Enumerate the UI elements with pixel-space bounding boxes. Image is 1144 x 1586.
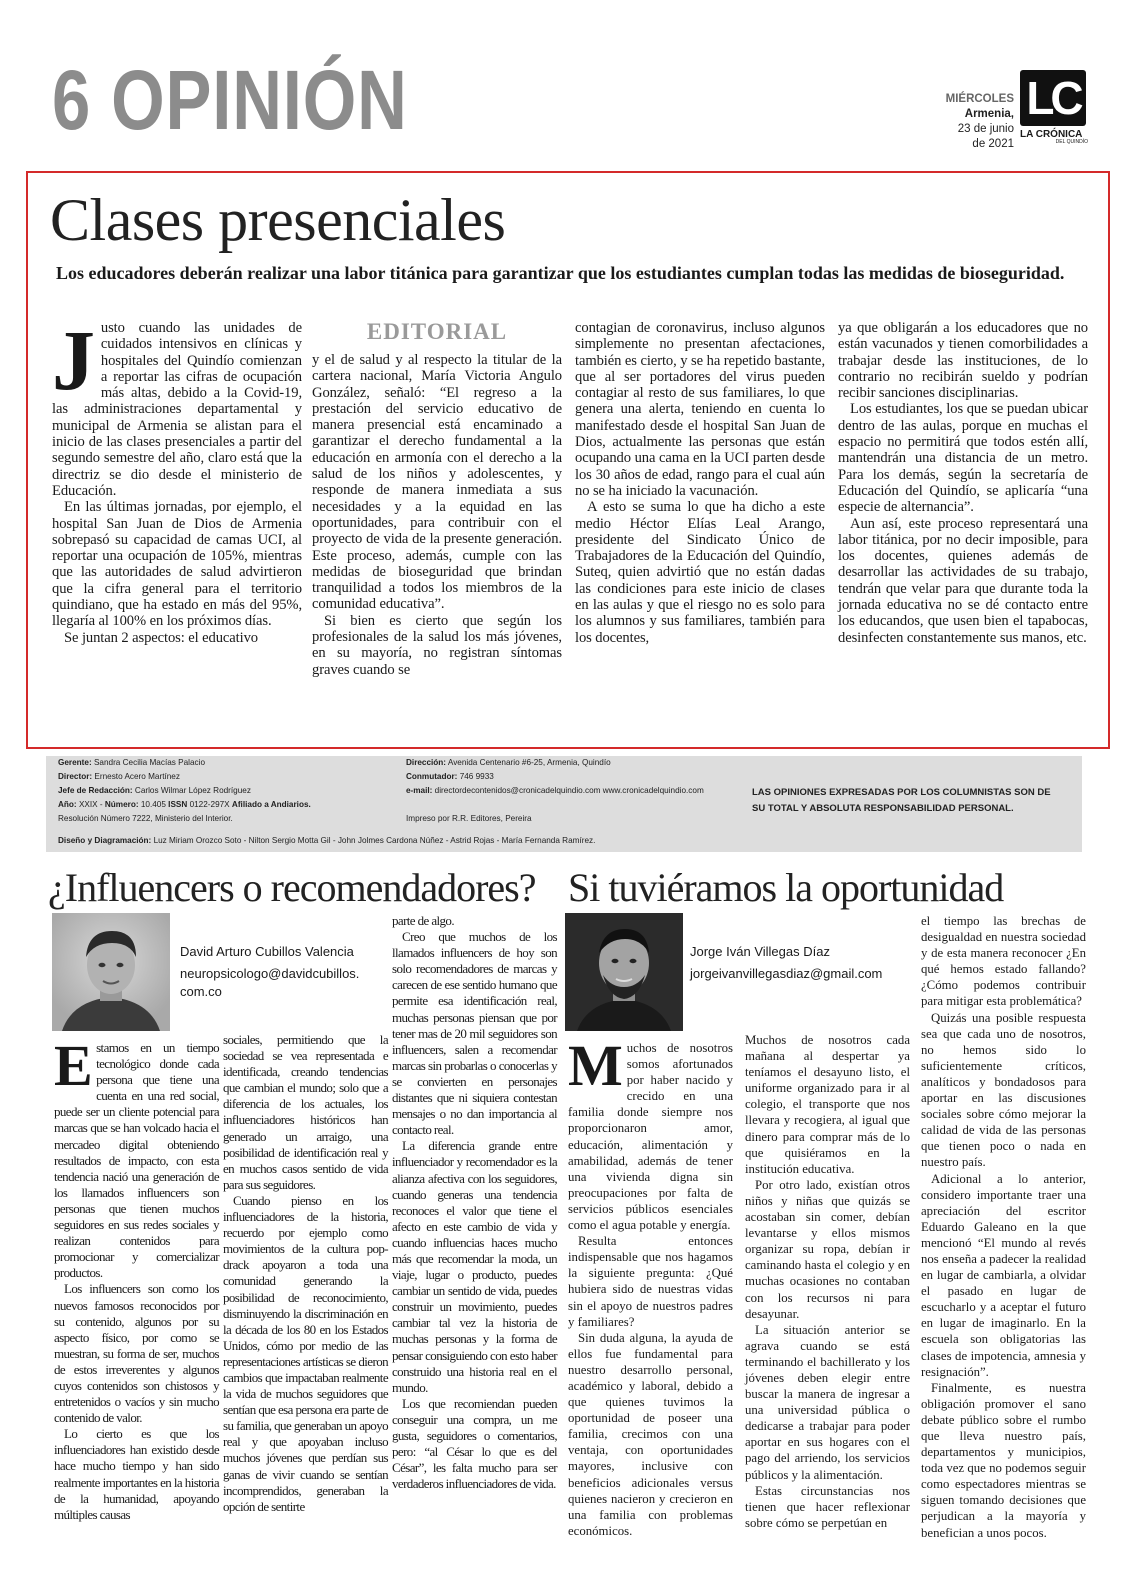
opinion-paragraph: La diferencia grande entre influenciador y recomendador es la alianza afectiva con los seguidores, cuando generas una tendencia reconoces el valor que tiene el afecto en este cambio de vida y cuando influencias haces mucho más que recomendar la moda, un viaje, lugar o producto, puedes cambiar un sentido de vida, puedes construir un movimiento, puedes cambiar tal vez la historia de muchas personas y la forma de pensar consiguiendo con esto haber construido una historia real en el mundo. <box>392 1138 557 1395</box>
gerente-name: Sandra Cecilia Macías Palacio <box>93 758 205 767</box>
issn-value: 0122-297X <box>189 800 230 809</box>
editorial-paragraph: Si bien es cierto que según los profesionales de la salud los más jóvenes, en su mayoría, no registran síntomas graves cuando se <box>312 612 562 678</box>
author-1-email-line-2[interactable]: com.co <box>180 984 222 999</box>
author-1-name: David Arturo Cubillos Valencia <box>180 944 354 959</box>
opinion-2-column-2 <box>745 1032 910 1530</box>
logo-subtitle: DEL QUINDÍO <box>1055 139 1088 145</box>
director-name: Ernesto Acero Martínez <box>94 772 180 781</box>
section-title: 6 OPINIÓN <box>52 53 408 147</box>
author-2-avatar <box>565 913 683 1031</box>
disclaimer-notice <box>752 785 1051 817</box>
opinion-paragraph: sociales, permitiendo que la sociedad se vea representada e identificada, creando tendencias que cambian el mundo; solo que a diferencia de los actuales, los influenciadores históricos han generado un arraigo, una posibilidad de identificación real y en muchos casos sentido de vida para sus seguidores. <box>223 1032 388 1192</box>
editorial-paragraph: y el de salud y al respecto la titular de la cartera nacional, María Victoria Angulo González, señaló: “El regreso a la prestación del servicio educativo de manera presencial está encaminado a garantizar el derecho fundamental a la educación en armonía con el derecho a la salud de los niños y adolescentes, y responde de manera inmediata a sus necesidades y a la equidad en las oportunidades, para contribuir con el proyecto de vida de la presente generación. Este proceso, además, cumple con las medidas de bioseguridad que brindan tranquilidad a todos los miembros de la comunidad educativa”. <box>312 352 562 613</box>
opinion-paragraph: La situación anterior se agrava cuando se está terminando el bachillerato y los jóvenes deben elegir entre buscar la manera de ingresar a una universidad pública o dedicarse a trabajar para poder aportar en sus hogares con el pago del arriendo, los servicios públicos y la alimentación. <box>745 1322 910 1482</box>
opinion-1-column-3 <box>392 913 557 1500</box>
afiliado-text: Afiliado a Andiarios. <box>231 800 311 809</box>
direccion-value: Avenida Centenario #6-25, Armenia, Quindío <box>447 758 611 767</box>
opinion-paragraph: Creo que muchos de los llamados influencers de hoy son solo recomendadores de marcas y carecen de ese sentido humano que permite esa identificación real, muchas personas piensan que por tener mas de 20 mil seguidores son influencers, salen a recomendar marcas sin probarlas o conocerlas y se convierten en personajes distantes que ni siquiera contestan mensajes o no dan importancia al contacto real. <box>392 929 557 1138</box>
conmutador-label: Conmutador: <box>406 772 458 781</box>
author-2-email[interactable]: jorgeivanvillegasdiaz@gmail.com <box>690 966 883 981</box>
opinion-paragraph: Cuando pienso en los influenciadores de la historia, recuerdo por ejemplo como movimientos de la cultura pop-drack apoyaron a toda una comunidad generando la posibilidad de reconocimiento, disminuyendo la discriminación en la década de los 80 en los Estados Unidos, cómo por medio de las representaciones artísticas se dieron cambios que impactaban realmente la vida de muchos seguidores que sentían que esa persona era parte de su familia, que generaban un apoyo real y que apoyaban incluso muchos jóvenes que perdían sus ganas de vivir cuando se sentían incomprendidos, generaban la opción de sentirte <box>223 1192 388 1514</box>
email-label: e-mail: <box>406 786 433 795</box>
impreso-text: Impreso por R.R. Editores, Pereira <box>406 814 532 823</box>
opinion-paragraph: Sin duda alguna, la ayuda de ellos fue fundamental para nuestro desarrollo personal, académico y laboral, debido a que quienes tuvimos la oportunidad de poseer una familia, crecimos con una ventaja, con oportunidades mayores, inclusive con beneficios adicionales versus quienes nacieron y crecieron en una familia con problemas económicos. <box>568 1330 733 1538</box>
editorial-paragraph: usto cuando las unidades de cuidados intensivos en clínicas y hospitales del Quindío comienzan a reportar las cifras de ocupación más altas, debido a la Covid-19, las administraciones departamental y municipal de Armenia se alistan para el inicio de las clases presenciales a partir del segundo semestre del año, claro está que la directriz se dio desde el ministerio de Educación. <box>52 320 302 499</box>
author-2-name: Jorge Iván Villegas Díaz <box>690 944 830 959</box>
masthead-staff <box>58 756 311 826</box>
anio-value: XXIX - <box>78 800 103 809</box>
date-line-2: de 2021 <box>972 138 1014 150</box>
jefe-name: Carlos Wilmar López Rodríguez <box>134 786 251 795</box>
editorial-subhead: Los educadores deberán realizar una labor titánica para garantizar que los estudiantes cumplan todas las medidas de bioseguridad. <box>56 263 1065 283</box>
editorial-paragraph: A esto se suma lo que ha dicho a este medio Héctor Elías Leal Arango, presidente del Sindicato Único de Trabajadores de la Educación del Quindío, Suteq, quien advirtió que no están dadas las condiciones para este inicio de clases en las aulas y que el riesgo no es solo para los alumnos y sus familiares, también para los docentes, <box>575 499 825 646</box>
editorial-headline: Clases presenciales <box>50 187 506 253</box>
opinion-paragraph: uchos de nosotros somos afortunados por haber nacido y crecido en una familia donde siempre nos proporcionaron amor, educación, alimentación y amabilidad, además de tener una vivienda digna sin preocupaciones por falta de servicios públicos esenciales como el agua potable y energía. <box>568 1041 733 1233</box>
opinion-paragraph: Resulta entonces indispensable que nos hagamos la siguiente pregunta: ¿Qué hubiera sido de nuestras vidas sin el apoyo de nuestros padres y familiares? <box>568 1234 733 1329</box>
opinion-paragraph: el tiempo las brechas de desigualdad en nuestra sociedad y de esta manera reconocer ¿En qué hemos estado fallando? ¿Cómo podemos contribuir para mitigar esta problemática? <box>921 914 1086 1009</box>
opinion-2-column-3 <box>921 913 1086 1540</box>
disclaimer-line-2: SU TOTAL Y ABSOLUTA RESPONSABILIDAD PERSONAL. <box>752 803 1014 814</box>
numero-value: 10.405 <box>140 800 166 809</box>
opinion-paragraph: Adicional a lo anterior, considero importante traer una apreciación del escritor Eduardo Galeano en la que mencionó “El mundo al revés nos enseña a padecer la realidad en lugar de cambiarla, a olvidar el pasado en lugar de escucharlo y a aceptar el futuro en lugar de imaginarlo. En la escuela son obligatorias las clases de impotencia, amnesia y resignación”. <box>921 1171 1086 1379</box>
credits-value: Luz Miriam Orozco Soto - Nilton Sergio Motta Gil - John Jolmes Cardona Núñez - Astrid Rojas - María Fernanda Ramírez. <box>153 836 596 845</box>
disclaimer-line-1: LAS OPINIONES EXPRESADAS POR LOS COLUMNISTAS SON DE <box>752 787 1051 798</box>
opinion-paragraph: Los que recomiendan pueden conseguir una compra, un me gusta, seguidores o comentarios, pero: “al César lo que es del César”, les falta mucho para ser verdaderos influenciadores de vida. <box>392 1395 557 1492</box>
opinion-paragraph: Quizás una posible respuesta sea que cada uno de nosotros, no hemos sido lo suficientemente críticos, analíticos y bondadosos para aportar en las discusiones sociales sobre cómo mejorar la calidad de vida de las personas que tienen poco o nada en nuestro país. <box>921 1010 1086 1170</box>
opinion-1-title: ¿Influencers o recomendadores? <box>48 865 536 910</box>
gerente-label: Gerente: <box>58 758 92 767</box>
editorial-column-2 <box>312 320 562 730</box>
issn-label: ISSN <box>168 800 188 809</box>
masthead-contact <box>406 756 704 826</box>
director-label: Director: <box>58 772 93 781</box>
opinion-1-dropcap: E <box>54 1033 93 1098</box>
editorial-column-1 <box>52 312 302 730</box>
credits-label: Diseño y Diagramación: <box>58 836 152 845</box>
opinion-1-column-2 <box>223 1032 388 1514</box>
editorial-paragraph: ya que obligarán a los educadores que no están vacunados y tienen comorbilidades a trabajar desde las instituciones, de lo contrario no recibirán sueldo y podrían recibir sanciones disciplinarias. <box>838 320 1088 402</box>
editorial-column-4 <box>838 320 1088 730</box>
email-value: directordecontenidos@cronicadelquindio.com www.cronicadelquindio.com <box>434 786 704 795</box>
logo-mark: LC <box>1020 70 1086 126</box>
editorial-dropcap: J <box>52 312 95 408</box>
design-credits <box>58 834 595 848</box>
opinion-paragraph: Los influencers son como los nuevos famosos reconocidos por su contenido, algunos por su aspecto físico, por como se muestran, su forma de ser, muchos de estos irreverentes y algunos cuyos contenidos son chistosos y entretenidos o vacíos y sin mucho contenido de valor. <box>54 1281 219 1426</box>
anio-label: Año: <box>58 800 77 809</box>
author-1-avatar <box>52 913 170 1031</box>
resolucion-text: Resolución Número 7222, Ministerio del Interior. <box>58 814 233 823</box>
opinion-2-title: Si tuviéramos la oportunidad <box>568 865 1004 910</box>
opinion-paragraph: Estas circunstancias nos tienen que hacer reflexionar sobre cómo se perpetúan en <box>745 1483 910 1530</box>
opinion-paragraph: Finalmente, es nuestra obligación promover el sano debate público sobre el rumbo que lleva nuestro país, departamentos y municipios, toda vez que no podemos seguir como espectadores mientras se siguen tomando decisiones que perjudican a la mayoría y benefician a unos pocos. <box>921 1380 1086 1540</box>
editorial-paragraph: Se juntan 2 aspectos: el educativo <box>64 629 258 646</box>
masthead-band <box>46 756 1082 852</box>
logo-name: LA CRÓNICA <box>1020 129 1083 140</box>
numero-label: Número: <box>104 800 139 809</box>
editorial-paragraph: contagian de coronavirus, incluso algunos simplemente no presentan afectaciones, también es cierto, y se ha repetido bastante, que al ser portadores del virus pueden contagiar al resto de sus familiares, lo que genera una alerta, teniendo en cuenta lo manifestado desde el hospital San Juan de Dios, actualmente las personas que están ocupando una cama en la UCI parten desde los 30 años de edad, rango para el cual aún no se ha iniciado la vacunación. <box>575 320 825 499</box>
opinion-paragraph: Por otro lado, existían otros niños y niñas que quizás se acostaban sin comer, debían levantarse y ellos mismos organizar su ropa, debían ir caminando hasta el colegio y en muchas ocasiones no contaban con los recursos ni para desayunar. <box>745 1177 910 1321</box>
editorial-column-3 <box>575 320 825 730</box>
opinion-2-column-1 <box>568 1033 733 1538</box>
date-city: Armenia, <box>964 108 1014 120</box>
editorial-paragraph: Los estudiantes, los que se puedan ubicar dentro de las aulas, porque en muchas el espacio no permitirá que todos estén allí, mantendrán una distancia de un metro. Para los demás, según la secretaría de Educación del Quindío, se aplicaría “una especie de alternancia”. <box>838 401 1088 516</box>
conmutador-value: 746 9933 <box>459 772 494 781</box>
opinion-paragraph: parte de algo. <box>392 913 454 928</box>
newspaper-logo <box>1020 70 1088 152</box>
dateline <box>946 92 1014 152</box>
author-1-email-line-1[interactable]: neuropsicologo@davidcubillos. <box>180 966 360 981</box>
opinion-paragraph: Lo cierto es que los influenciadores han existido desde hace mucho tiempo y han sido realmente importantes en la historia de la humanidad, apoyando múltiples causas <box>54 1426 219 1522</box>
editorial-paragraph: En las últimas jornadas, por ejemplo, el hospital San Juan de Dios de Armenia sobrepasó su capacidad de camas UCI, al reportar una ocupación de 105%, mientras que las autoridades de salud advirtieron que la cifra general para el territorio quindiano, que ha estado en más del 95%, llegaría al 100% en los próximos días. <box>52 499 302 630</box>
opinion-2-dropcap: M <box>568 1033 623 1098</box>
opinion-paragraph: stamos en un tiempo tecnológico donde cada persona que tiene una cuenta en una red social, puede ser un cliente potencial para marcas que se han volcado hacia el mercadeo digital obteniendo resultados de impacto, con esta tendencia nació una generación de los llamados influencers son personas que tienen muchos seguidores en sus redes sociales y realizan contenidos para promocionar y comercializar productos. <box>54 1040 219 1281</box>
editorial-paragraph: Aun así, este proceso representará una labor titánica, por no decir imposible, para los docentes, quienes además de desarrollar las actividades de su trabajo, tendrán que velar para que durante toda la jornada educativa no se dé contacto entre los educandos, que usen bien el tapabocas, desinfecten constantemente sus manos, etc. <box>838 515 1088 646</box>
editorial-kicker: EDITORIAL <box>366 319 508 344</box>
date-line-1: 23 de junio <box>957 123 1014 135</box>
opinion-paragraph: Muchos de nosotros cada mañana al despertar ya teníamos el desayuno listo, el uniforme organizado para ir al colegio, el transporte que nos llevara y recogiera, al igual que dinero para comprar más de lo que quisiéramos en la institución educativa. <box>745 1033 910 1176</box>
date-day: MIÉRCOLES <box>945 93 1014 105</box>
jefe-label: Jefe de Redacción: <box>58 786 133 795</box>
opinion-1-column-1 <box>54 1033 219 1522</box>
direccion-label: Dirección: <box>406 758 447 767</box>
